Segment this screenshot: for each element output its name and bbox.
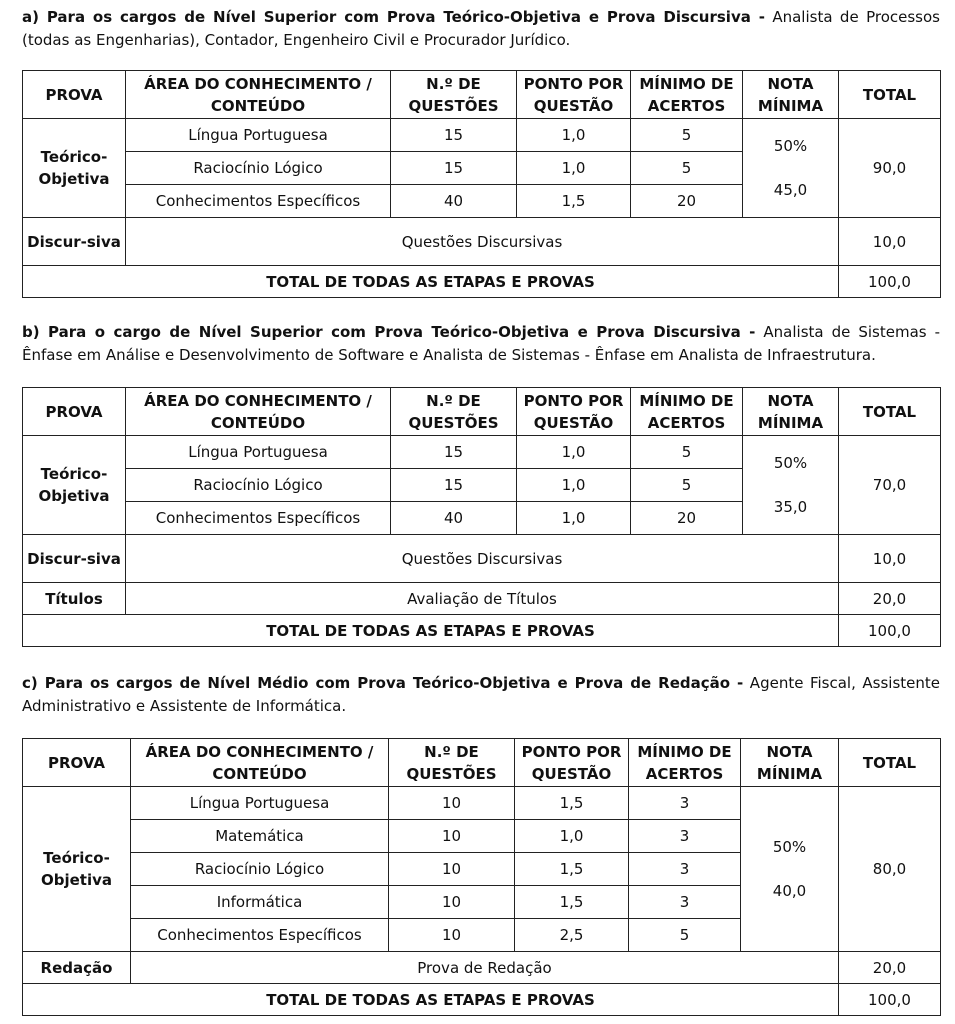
discursiva-total: 10,0 xyxy=(839,218,941,266)
minimo-cell: 5 xyxy=(631,469,743,502)
ponto-cell: 1,0 xyxy=(517,436,631,469)
minimo-cell: 3 xyxy=(629,853,741,886)
questoes-cell: 40 xyxy=(391,185,517,218)
header-prova: PROVA xyxy=(23,388,126,436)
discursiva-label: Discur-siva xyxy=(23,535,126,583)
minimo-cell: 20 xyxy=(631,502,743,535)
header-minimo: MÍNIMO DE ACERTOS xyxy=(631,71,743,119)
area-cell: Informática xyxy=(131,886,389,919)
minimo-cell: 3 xyxy=(629,787,741,820)
area-cell: Língua Portuguesa xyxy=(126,436,391,469)
area-cell: Língua Portuguesa xyxy=(131,787,389,820)
ponto-cell: 1,0 xyxy=(517,119,631,152)
nota-minima-cell xyxy=(743,119,839,218)
minimo-cell: 20 xyxy=(631,185,743,218)
questoes-cell: 15 xyxy=(391,119,517,152)
table-row xyxy=(23,984,941,1016)
prova-objetiva-label: Teórico-Objetiva xyxy=(23,436,126,535)
table-row xyxy=(23,119,941,152)
section-a-title-rest: Analista de Processos (todas as Engenharias), Contador, Engenheiro Civil e Procurador Jurídico. xyxy=(22,8,940,49)
header-ponto: PONTO POR QUESTÃO xyxy=(517,71,631,119)
minimo-cell: 3 xyxy=(629,820,741,853)
questoes-cell: 15 xyxy=(391,152,517,185)
area-cell: Conhecimentos Específicos xyxy=(131,919,389,952)
header-nota: NOTA MÍNIMA xyxy=(743,388,839,436)
header-area: ÁREA DO CONHECIMENTO / CONTEÚDO xyxy=(126,388,391,436)
questoes-cell: 15 xyxy=(391,436,517,469)
section-a-table xyxy=(22,70,941,298)
table-row xyxy=(23,583,941,615)
section-a-title-bold: a) Para os cargos de Nível Superior com Prova Teórico-Objetiva e Prova Discursiva - xyxy=(22,8,765,26)
nota-pts: 45,0 xyxy=(773,181,808,199)
table-row xyxy=(23,266,941,298)
header-minimo: MÍNIMO DE ACERTOS xyxy=(629,739,741,787)
ponto-cell: 1,5 xyxy=(515,886,629,919)
minimo-cell: 5 xyxy=(629,919,741,952)
table-row xyxy=(23,436,941,469)
section-a-heading xyxy=(22,6,940,52)
questoes-cell: 15 xyxy=(391,469,517,502)
ponto-cell: 1,0 xyxy=(517,469,631,502)
minimo-cell: 5 xyxy=(631,436,743,469)
total-objetiva-cell: 70,0 xyxy=(839,436,941,535)
questoes-cell: 10 xyxy=(389,853,515,886)
titulos-desc: Avaliação de Títulos xyxy=(126,583,839,615)
minimo-cell: 5 xyxy=(631,152,743,185)
ponto-cell: 1,0 xyxy=(517,152,631,185)
section-c-title-rest: Agente Fiscal, Assistente Administrativo e Assistente de Informática. xyxy=(22,674,940,715)
questoes-cell: 10 xyxy=(389,820,515,853)
discursiva-total: 10,0 xyxy=(839,535,941,583)
total-objetiva-cell: 80,0 xyxy=(839,787,941,952)
prova-objetiva-label: Teórico-Objetiva xyxy=(23,119,126,218)
header-area: ÁREA DO CONHECIMENTO / CONTEÚDO xyxy=(131,739,389,787)
nota-pct: 50% xyxy=(773,454,808,472)
section-c-table xyxy=(22,738,941,1016)
redacao-total: 20,0 xyxy=(839,952,941,984)
area-cell: Conhecimentos Específicos xyxy=(126,502,391,535)
discursiva-desc: Questões Discursivas xyxy=(126,535,839,583)
area-cell: Matemática xyxy=(131,820,389,853)
grand-total-value: 100,0 xyxy=(839,266,941,298)
ponto-cell: 1,5 xyxy=(515,787,629,820)
prova-objetiva-label: Teórico-Objetiva xyxy=(23,787,131,952)
section-b-table xyxy=(22,387,941,647)
ponto-cell: 1,5 xyxy=(517,185,631,218)
header-questoes: N.º DE QUESTÕES xyxy=(389,739,515,787)
ponto-cell: 1,0 xyxy=(515,820,629,853)
grand-total-value: 100,0 xyxy=(839,984,941,1016)
redacao-label: Redação xyxy=(23,952,131,984)
discursiva-label: Discur-siva xyxy=(23,218,126,266)
header-nota: NOTA MÍNIMA xyxy=(741,739,839,787)
nota-pts: 40,0 xyxy=(772,882,807,900)
header-prova: PROVA xyxy=(23,71,126,119)
titulos-total: 20,0 xyxy=(839,583,941,615)
discursiva-desc: Questões Discursivas xyxy=(126,218,839,266)
header-nota: NOTA MÍNIMA xyxy=(743,71,839,119)
nota-minima-cell xyxy=(743,436,839,535)
ponto-cell: 1,5 xyxy=(515,853,629,886)
ponto-cell: 2,5 xyxy=(515,919,629,952)
questoes-cell: 10 xyxy=(389,886,515,919)
table-row xyxy=(23,787,941,820)
area-cell: Raciocínio Lógico xyxy=(126,469,391,502)
section-c-title-bold: c) Para os cargos de Nível Médio com Prova Teórico-Objetiva e Prova de Redação - xyxy=(22,674,744,692)
redacao-desc: Prova de Redação xyxy=(131,952,839,984)
table-row xyxy=(23,615,941,647)
questoes-cell: 40 xyxy=(391,502,517,535)
nota-pct: 50% xyxy=(772,838,807,856)
header-ponto: PONTO POR QUESTÃO xyxy=(517,388,631,436)
area-cell: Raciocínio Lógico xyxy=(126,152,391,185)
area-cell: Língua Portuguesa xyxy=(126,119,391,152)
table-row xyxy=(23,535,941,583)
total-objetiva-cell: 90,0 xyxy=(839,119,941,218)
titulos-label: Títulos xyxy=(23,583,126,615)
header-total: TOTAL xyxy=(839,71,941,119)
section-b-title-rest: Analista de Sistemas - Ênfase em Análise e Desenvolvimento de Software e Analista de Sistemas - Ênfase em Analista de Infraestrutura. xyxy=(22,323,940,364)
grand-total-value: 100,0 xyxy=(839,615,941,647)
ponto-cell: 1,0 xyxy=(517,502,631,535)
nota-minima-cell xyxy=(741,787,839,952)
section-b-title-bold: b) Para o cargo de Nível Superior com Prova Teórico-Objetiva e Prova Discursiva - xyxy=(22,323,756,341)
minimo-cell: 5 xyxy=(631,119,743,152)
grand-total-label: TOTAL DE TODAS AS ETAPAS E PROVAS xyxy=(23,266,839,298)
header-questoes: N.º DE QUESTÕES xyxy=(391,388,517,436)
header-ponto: PONTO POR QUESTÃO xyxy=(515,739,629,787)
area-cell: Conhecimentos Específicos xyxy=(126,185,391,218)
table-row xyxy=(23,218,941,266)
minimo-cell: 3 xyxy=(629,886,741,919)
table-row xyxy=(23,952,941,984)
grand-total-label: TOTAL DE TODAS AS ETAPAS E PROVAS xyxy=(23,615,839,647)
section-c-heading xyxy=(22,672,940,718)
nota-pct: 50% xyxy=(773,137,808,155)
header-prova: PROVA xyxy=(23,739,131,787)
section-b-heading xyxy=(22,321,940,367)
questoes-cell: 10 xyxy=(389,919,515,952)
header-questoes: N.º DE QUESTÕES xyxy=(391,71,517,119)
nota-pts: 35,0 xyxy=(773,498,808,516)
header-total: TOTAL xyxy=(839,388,941,436)
header-minimo: MÍNIMO DE ACERTOS xyxy=(631,388,743,436)
questoes-cell: 10 xyxy=(389,787,515,820)
grand-total-label: TOTAL DE TODAS AS ETAPAS E PROVAS xyxy=(23,984,839,1016)
header-area: ÁREA DO CONHECIMENTO / CONTEÚDO xyxy=(126,71,391,119)
header-total: TOTAL xyxy=(839,739,941,787)
area-cell: Raciocínio Lógico xyxy=(131,853,389,886)
